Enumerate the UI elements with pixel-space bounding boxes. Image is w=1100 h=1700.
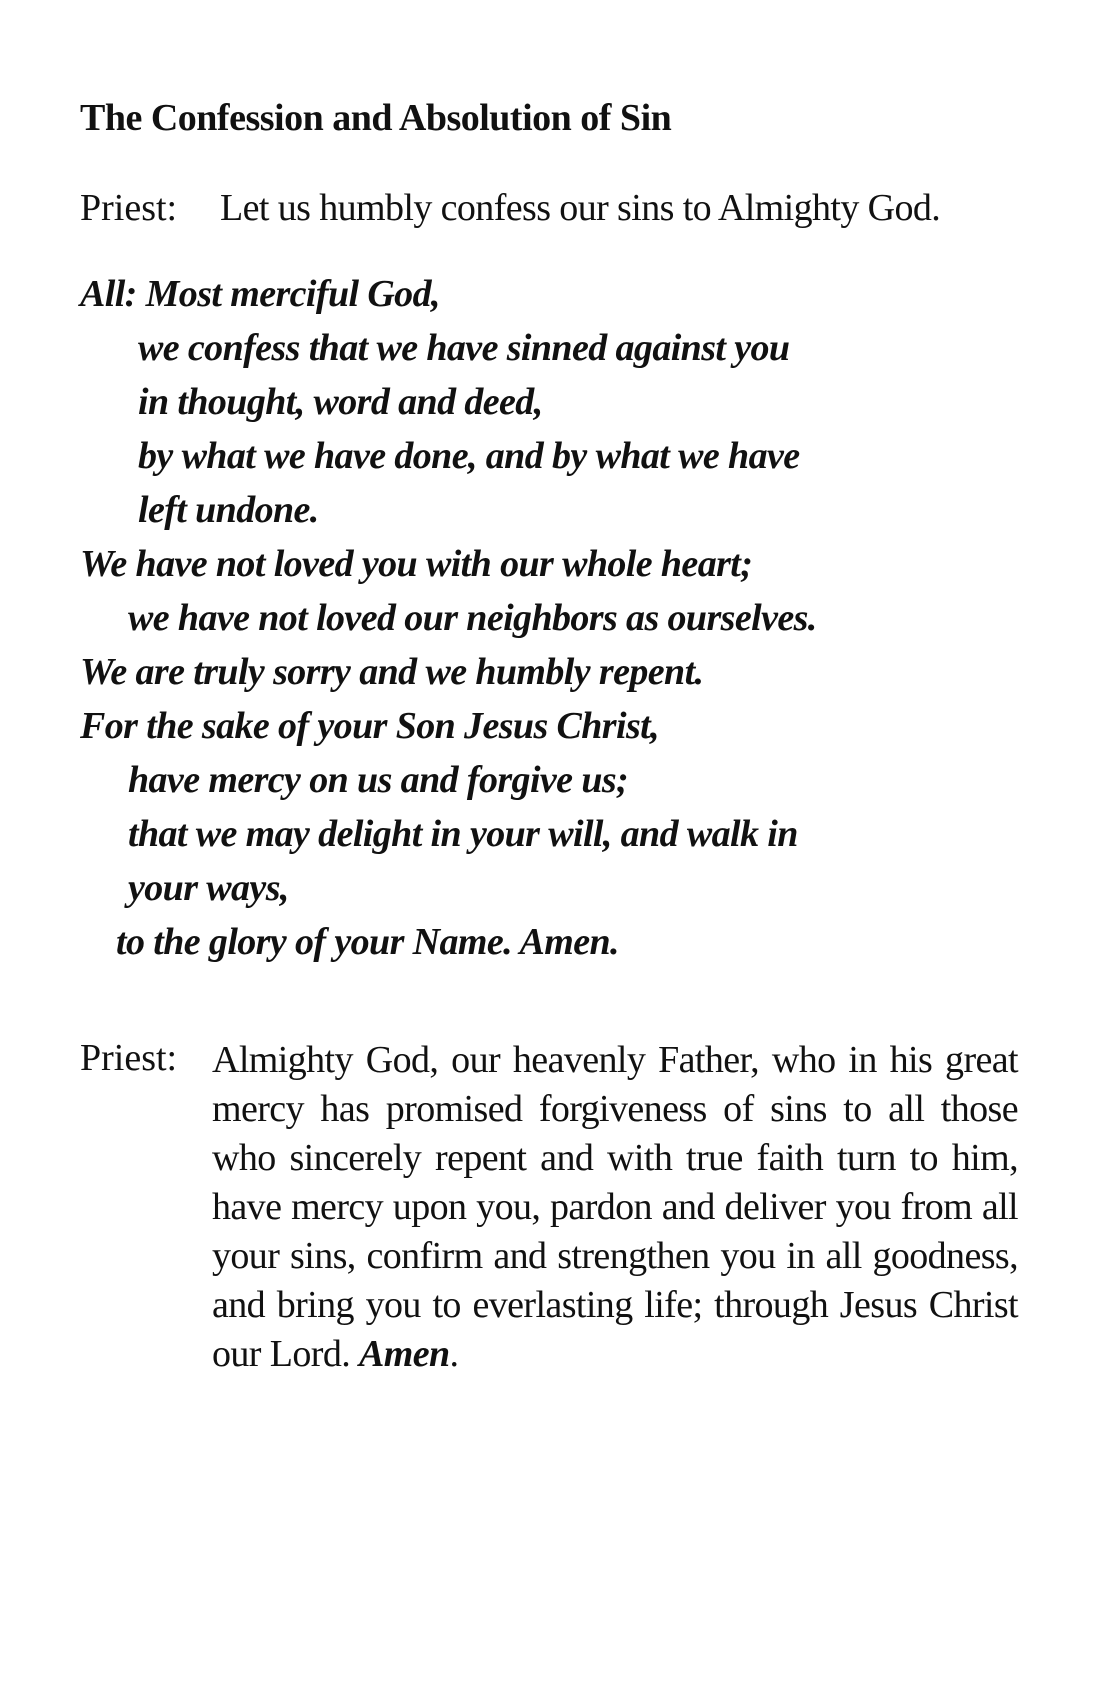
- confession-line: We are truly sorry and we humbly repent.: [80, 651, 704, 693]
- confession-line: For the sake of your Son Jesus Christ,: [80, 705, 660, 747]
- absolution-amen: Amen: [359, 1333, 450, 1375]
- section-heading: The Confession and Absolution of Sin: [80, 97, 672, 139]
- absolution-end-punct: .: [449, 1333, 459, 1375]
- absolution-text: Almighty God, our heavenly Father, who in his great mercy has promised forgiveness of sins to all those who sincerely repent and with true faith turn to him, have mercy upon you, pardon and deliver you from all your sins, confirm and strengthen you in all goodness, and bring you to everlasting life; through Jesus Christ our Lord.: [212, 1039, 1018, 1375]
- confession-line: by what we have done, and by what we have: [138, 435, 800, 477]
- confession-line: in thought, word and deed,: [138, 381, 543, 423]
- confession-line: we have not loved our neighbors as ourselves.: [128, 597, 817, 639]
- absolution-text-block: [212, 1036, 1018, 1379]
- confession-line: that we may delight in your will, and walk in: [128, 813, 798, 855]
- confession-line: have mercy on us and forgive us;: [128, 759, 629, 801]
- confession-line: All: Most merciful God,: [80, 273, 440, 315]
- absolution-speaker: Priest:: [80, 1037, 178, 1079]
- invitation-text: Let us humbly confess our sins to Almighty God.: [220, 187, 941, 229]
- confession-line: your ways,: [128, 867, 289, 909]
- invitation-speaker: Priest:: [80, 187, 178, 229]
- confession-line: left undone.: [138, 489, 319, 531]
- confession-line: to the glory of your Name. Amen.: [116, 921, 619, 963]
- confession-line: we confess that we have sinned against you: [138, 327, 790, 369]
- confession-line: We have not loved you with our whole heart;: [80, 543, 753, 585]
